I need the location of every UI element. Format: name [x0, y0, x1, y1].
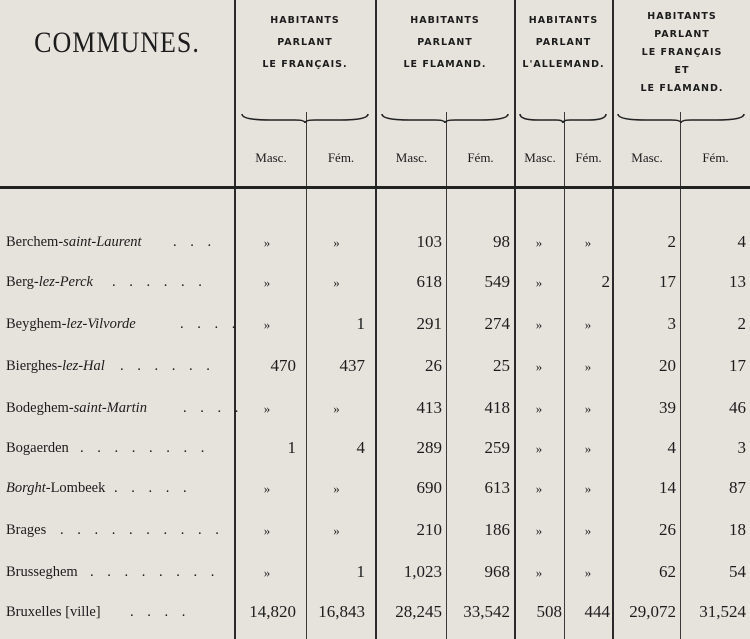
table-cell: 418 — [484, 398, 510, 417]
table-row — [0, 512, 750, 550]
table-cell: » — [333, 401, 340, 416]
table-cell: 968 — [484, 562, 510, 581]
commune-name-part: Bogaerden — [6, 440, 69, 456]
commune-name-italic: lez-Vilvorde — [66, 316, 136, 332]
table-cell: 613 — [484, 478, 510, 497]
group-line: HABITANTS — [528, 15, 599, 26]
communes-title: COMMUNES. — [34, 25, 200, 60]
leader-dots: . . . . — [130, 604, 191, 620]
table-cell: » — [584, 359, 592, 374]
commune-name — [6, 564, 78, 581]
group-line: HABITANTS — [270, 15, 340, 26]
leader-dots: . . . . . . — [112, 274, 207, 290]
commune-name-part: Bruxelles [ville] — [6, 604, 101, 620]
commune-name-italic: saint-Martin — [73, 400, 147, 416]
group-header-german — [516, 10, 611, 76]
table-cell: » — [535, 565, 543, 580]
brace-decoration — [240, 112, 370, 124]
table-cell: » — [535, 441, 543, 456]
group-line: PARLANT — [277, 37, 333, 48]
table-cell: 274 — [484, 314, 510, 333]
commune-name-italic: lez-Hal — [62, 358, 105, 374]
table-cell: 25 — [493, 356, 510, 375]
table-cell: » — [263, 401, 271, 416]
table-cell: 46 — [729, 398, 746, 417]
table-cell: 437 — [339, 356, 365, 375]
commune-name — [6, 440, 69, 457]
leader-dots: . . . . — [183, 400, 244, 416]
table-cell: 618 — [416, 272, 442, 291]
leader-dots: . . . . . — [114, 480, 192, 496]
table-cell: » — [584, 441, 592, 456]
leader-dots: . . . — [173, 234, 217, 250]
commune-name — [6, 604, 101, 621]
table-row — [0, 306, 750, 344]
table-cell: 18 — [729, 520, 746, 539]
subheader-masc: Masc. — [255, 150, 287, 165]
table-cell: 62 — [659, 562, 676, 581]
table-row — [0, 390, 750, 428]
subheader-fem: Fém. — [575, 150, 602, 165]
group-line: HABITANTS — [410, 15, 480, 26]
group-line: PARLANT — [417, 37, 473, 48]
table-cell: 39 — [659, 398, 676, 417]
group-line: LE FLAMAND. — [640, 83, 724, 94]
commune-name-part: Bodeghem- — [6, 400, 74, 416]
table-row — [0, 224, 750, 262]
group-header-flemish — [377, 10, 513, 76]
commune-name-part: Beyghem- — [6, 316, 67, 332]
table-row — [0, 470, 750, 508]
commune-name-part: Berg- — [6, 274, 39, 290]
group-header-french — [236, 10, 374, 76]
table-cell: 210 — [416, 520, 442, 539]
commune-name-part: Brages — [6, 522, 47, 538]
table-cell: » — [263, 235, 271, 250]
table-cell: » — [333, 235, 340, 250]
table-cell: 87 — [729, 478, 746, 497]
table-cell: 291 — [416, 314, 442, 333]
group-line: LE FLAMAND. — [403, 59, 487, 70]
commune-name-part: Berchem- — [6, 234, 64, 250]
table-cell: 17 — [729, 356, 746, 375]
subheader-masc: Masc. — [524, 150, 556, 165]
brace-decoration — [616, 112, 746, 124]
table-cell: » — [535, 275, 543, 290]
table-cell: 1 — [356, 314, 365, 333]
table-cell: » — [333, 481, 340, 496]
table-cell: 1 — [287, 438, 296, 457]
table-cell: 508 — [536, 602, 562, 621]
table-cell: » — [535, 317, 543, 332]
commune-name — [6, 234, 142, 251]
table-cell: » — [535, 235, 543, 250]
table-cell: 289 — [416, 438, 442, 457]
table-cell: 470 — [270, 356, 296, 375]
table-row — [0, 264, 750, 302]
table-cell: » — [584, 481, 592, 496]
table-cell: 259 — [484, 438, 510, 457]
table-cell: » — [584, 565, 592, 580]
table-cell: 2 — [667, 232, 676, 251]
table-cell: 26 — [425, 356, 442, 375]
group-line: LE FRANÇAIS — [641, 47, 723, 58]
table-cell: 1 — [356, 562, 365, 581]
table-cell: » — [263, 275, 271, 290]
brace-decoration — [380, 112, 510, 124]
table-cell: 4 — [737, 232, 746, 251]
table-cell: 13 — [729, 272, 746, 291]
table-cell: 20 — [659, 356, 676, 375]
table-cell: 3 — [667, 314, 676, 333]
table-cell: » — [584, 401, 592, 416]
leader-dots: . . . . — [180, 316, 241, 332]
group-line: ET — [674, 65, 690, 76]
group-line: LE FRANÇAIS. — [262, 59, 348, 70]
table-cell: 549 — [484, 272, 510, 291]
table-cell: » — [535, 401, 543, 416]
table-cell: » — [263, 317, 271, 332]
commune-name-italic: Borght — [6, 480, 46, 496]
table-cell: 16,843 — [318, 602, 365, 621]
subheader-masc: Masc. — [395, 150, 428, 165]
table-cell: 2 — [601, 272, 610, 291]
table-cell: 14,820 — [249, 602, 296, 621]
header-rule — [0, 186, 750, 189]
commune-name — [6, 400, 147, 417]
group-line: PARLANT — [654, 29, 710, 40]
group-line: PARLANT — [535, 37, 592, 48]
commune-name — [6, 522, 46, 539]
commune-name-part: -Lombeek — [45, 480, 106, 496]
table-row — [0, 430, 750, 468]
table-cell: » — [263, 565, 271, 580]
table-cell: » — [584, 523, 592, 538]
table-cell: 186 — [484, 520, 510, 539]
table-cell: » — [584, 317, 592, 332]
leader-dots: . . . . . . . . . . — [60, 522, 224, 538]
table-cell: » — [333, 275, 340, 290]
table-cell: 690 — [416, 478, 442, 497]
table-row — [0, 594, 750, 632]
table-cell: 1,023 — [403, 562, 442, 581]
subheader-fem: Fém. — [702, 150, 729, 165]
table-cell: 2 — [737, 314, 746, 333]
table-cell: 29,072 — [629, 602, 676, 621]
commune-name — [6, 358, 105, 375]
commune-name-part: Bierghes- — [6, 358, 63, 374]
commune-name — [6, 316, 136, 333]
subheader-fem: Fém. — [467, 150, 494, 165]
group-line: HABITANTS — [647, 11, 717, 22]
group-line: L'ALLEMAND. — [522, 59, 605, 70]
table-row — [0, 554, 750, 592]
table-cell: » — [333, 523, 340, 538]
subheader-fem: Fém. — [327, 150, 355, 165]
table-cell: 31,524 — [699, 602, 746, 621]
leader-dots: . . . . . . — [120, 358, 215, 374]
table-cell: 17 — [659, 272, 676, 291]
table-cell: » — [535, 359, 543, 374]
table-cell: 28,245 — [395, 602, 442, 621]
table-cell: 26 — [659, 520, 676, 539]
commune-name-italic: saint-Laurent — [63, 234, 142, 250]
commune-name — [6, 274, 93, 291]
table-cell: » — [535, 523, 543, 538]
table-cell: 444 — [584, 602, 610, 621]
commune-name-italic: lez-Perck — [38, 274, 93, 290]
table-cell: 14 — [659, 478, 676, 497]
table-cell: 3 — [737, 438, 746, 457]
commune-name-part: Brusseghem — [6, 564, 78, 580]
table-cell: 4 — [356, 438, 365, 457]
subheader-masc: Masc. — [631, 150, 663, 165]
table-cell: » — [535, 481, 543, 496]
group-header-french-flemish — [614, 8, 750, 98]
table-cell: » — [263, 481, 271, 496]
table-cell: 98 — [493, 232, 510, 251]
brace-decoration — [518, 112, 608, 124]
leader-dots: . . . . . . . . — [80, 440, 210, 456]
commune-name — [6, 480, 105, 497]
table-row — [0, 348, 750, 386]
table-cell: 54 — [729, 562, 746, 581]
table-cell: » — [584, 235, 592, 250]
leader-dots: . . . . . . . . — [90, 564, 220, 580]
table-cell: 4 — [667, 438, 676, 457]
table-cell: 413 — [416, 398, 442, 417]
table-cell: 33,542 — [463, 602, 510, 621]
table-cell: 103 — [416, 232, 442, 251]
table-cell: » — [263, 523, 271, 538]
